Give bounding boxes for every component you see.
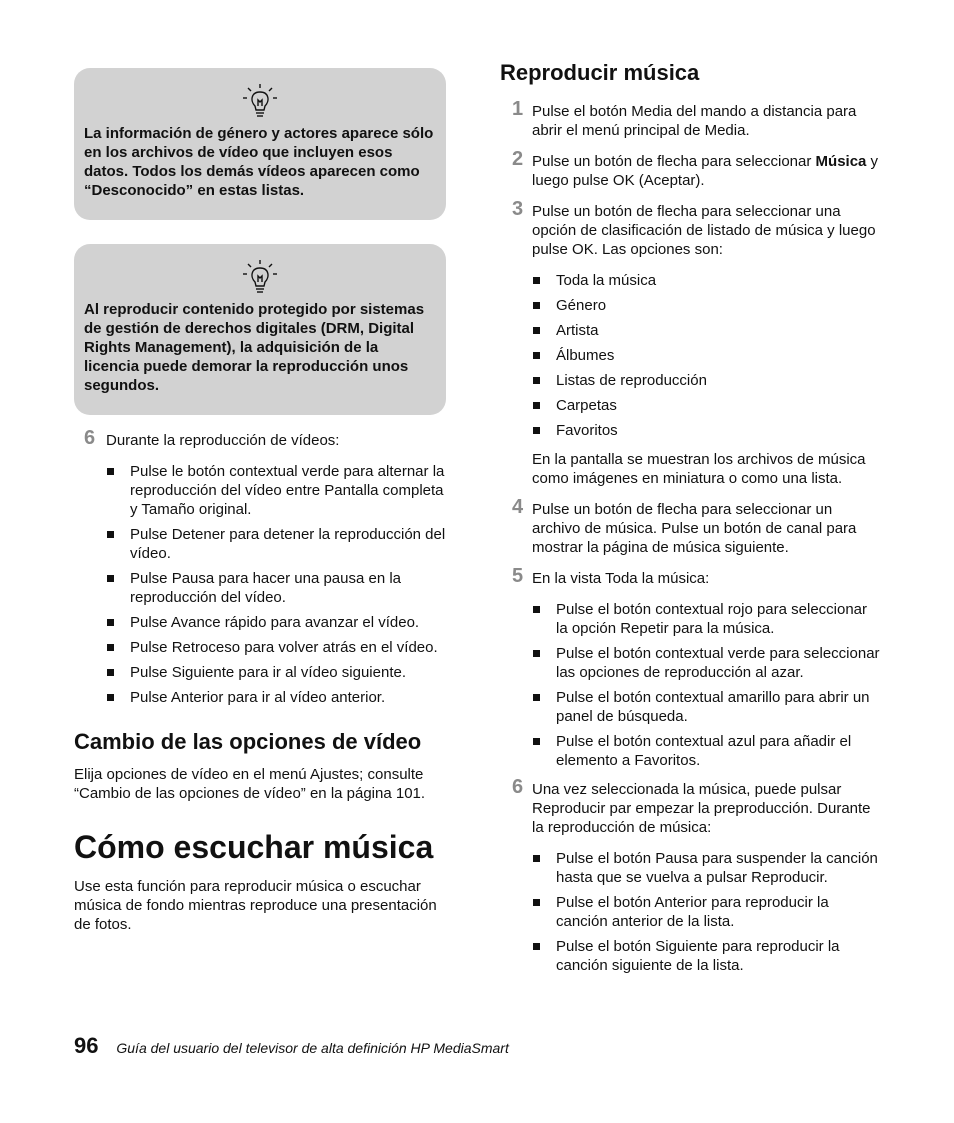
step-number: 6 xyxy=(512,776,524,798)
step-text: En la vista Toda la música: xyxy=(532,570,710,587)
bullet-list xyxy=(500,849,880,975)
step-text: Pulse un botón de flecha para seleccionar Música y luego pulse OK (Aceptar). xyxy=(532,153,879,189)
list-item: Listas de reproducción xyxy=(500,371,880,390)
bullet-icon xyxy=(107,531,114,538)
bullet-list xyxy=(500,271,880,440)
page-footer xyxy=(74,1033,874,1058)
section-body: Elija opciones de vídeo en el menú Ajustes; consulte “Cambio de las opciones de vídeo” en la página 101. xyxy=(74,766,426,802)
note-text: La información de género y actores aparece sólo en los archivos de vídeo que incluyen esos datos. Todos los demás vídeos aparecen como “Desconocido” en estas listas. xyxy=(84,125,434,199)
right-column xyxy=(500,60,880,985)
step-text: Durante la reproducción de vídeos: xyxy=(106,432,340,449)
list-item: Género xyxy=(500,296,880,315)
list-item: Pulse Siguiente para ir al vídeo siguiente. xyxy=(74,663,446,682)
step-number: 3 xyxy=(512,198,524,220)
step xyxy=(500,98,880,140)
menu-name: Música xyxy=(815,153,867,170)
note-text: Al reproducir contenido protegido por sistemas de gestión de derechos digitales (DRM, Digital Rights Management), la adquisición de la licencia puede demorar la reproducción unos segundos. xyxy=(84,301,425,394)
list-item: Pulse Avance rápido para avanzar el vídeo. xyxy=(74,613,446,632)
bullet-icon xyxy=(533,427,540,434)
list-item: Pulse Retroceso para volver atrás en el vídeo. xyxy=(74,638,446,657)
bullet-icon xyxy=(533,352,540,359)
step-number: 6 xyxy=(84,427,96,449)
list-item: Pulse el botón contextual azul para añadir el elemento a Favoritos. xyxy=(500,732,880,770)
list-item: Carpetas xyxy=(500,396,880,415)
bullet-icon xyxy=(533,899,540,906)
step xyxy=(500,148,880,190)
step-text: Una vez seleccionada la música, puede pulsar Reproducir par empezar la preproducción. Durante la reproducción de música: xyxy=(532,781,871,836)
step-number: 4 xyxy=(512,496,524,518)
list-item: Pulse el botón Anterior para reproducir la canción anterior de la lista. xyxy=(500,893,880,931)
step-number: 2 xyxy=(512,148,524,170)
bullet-icon xyxy=(107,669,114,676)
tip-note xyxy=(74,68,446,220)
step-text: Pulse un botón de flecha para seleccionar un archivo de música. Pulse un botón de canal para mostrar la página de música siguiente. xyxy=(532,501,857,556)
list-item: Favoritos xyxy=(500,421,880,440)
lightbulb-icon xyxy=(84,258,436,300)
section-heading: Reproducir música xyxy=(500,60,700,85)
step-number: 5 xyxy=(512,565,524,587)
bullet-icon xyxy=(533,738,540,745)
bullet-icon xyxy=(533,855,540,862)
step-text: Pulse un botón de flecha para seleccionar una opción de clasificación de listado de música y luego pulse OK. Las opciones son: xyxy=(532,203,876,258)
bullet-icon xyxy=(533,943,540,950)
list-item: Pulse el botón contextual amarillo para abrir un panel de búsqueda. xyxy=(500,688,880,726)
bullet-list xyxy=(500,600,880,770)
bullet-icon xyxy=(107,694,114,701)
step xyxy=(74,427,446,450)
step xyxy=(500,496,880,557)
footer-title: Guía del usuario del televisor de alta definición HP MediaSmart xyxy=(116,1040,509,1056)
list-item: Pulse le botón contextual verde para alternar la reproducción del vídeo entre Pantalla completa y Tamaño original. xyxy=(74,462,446,519)
list-item: Pulse Anterior para ir al vídeo anterior. xyxy=(74,688,446,707)
bullet-icon xyxy=(107,619,114,626)
step xyxy=(500,565,880,588)
step-number: 1 xyxy=(512,98,524,120)
bullet-icon xyxy=(533,694,540,701)
step xyxy=(500,776,880,837)
list-item: Pulse Pausa para hacer una pausa en la reproducción del vídeo. xyxy=(74,569,446,607)
step-text: Pulse el botón Media del mando a distancia para abrir el menú principal de Media. xyxy=(532,103,857,139)
chapter-heading: Cómo escuchar música xyxy=(74,829,434,865)
tip-note xyxy=(74,244,446,415)
list-item: Pulse el botón contextual verde para seleccionar las opciones de reproducción al azar. xyxy=(500,644,880,682)
list-item: Pulse el botón Pausa para suspender la canción hasta que se vuelva a pulsar Reproducir. xyxy=(500,849,880,887)
list-item: Artista xyxy=(500,321,880,340)
bullet-icon xyxy=(533,327,540,334)
bullet-icon xyxy=(533,650,540,657)
bullet-icon xyxy=(533,606,540,613)
list-item: Pulse el botón contextual rojo para seleccionar la opción Repetir para la música. xyxy=(500,600,880,638)
bullet-icon xyxy=(533,277,540,284)
bullet-icon xyxy=(533,302,540,309)
bullet-icon xyxy=(107,644,114,651)
list-item: Pulse el botón Siguiente para reproducir la canción siguiente de la lista. xyxy=(500,937,880,975)
step xyxy=(500,198,880,259)
left-column xyxy=(74,68,446,934)
step-note: En la pantalla se muestran los archivos de música como imágenes en miniatura o como una lista. xyxy=(532,451,866,487)
list-item: Toda la música xyxy=(500,271,880,290)
list-item: Pulse Detener para detener la reproducción del vídeo. xyxy=(74,525,446,563)
bullet-list xyxy=(74,462,446,707)
section-heading: Cambio de las opciones de vídeo xyxy=(74,729,422,754)
chapter-body: Use esta función para reproducir música o escuchar música de fondo mientras reproduce una presentación de fotos. xyxy=(74,878,437,933)
bullet-icon xyxy=(533,377,540,384)
lightbulb-icon xyxy=(84,82,436,124)
bullet-icon xyxy=(107,468,114,475)
list-item: Álbumes xyxy=(500,346,880,365)
page-number: 96 xyxy=(74,1033,99,1058)
bullet-icon xyxy=(533,402,540,409)
bullet-icon xyxy=(107,575,114,582)
